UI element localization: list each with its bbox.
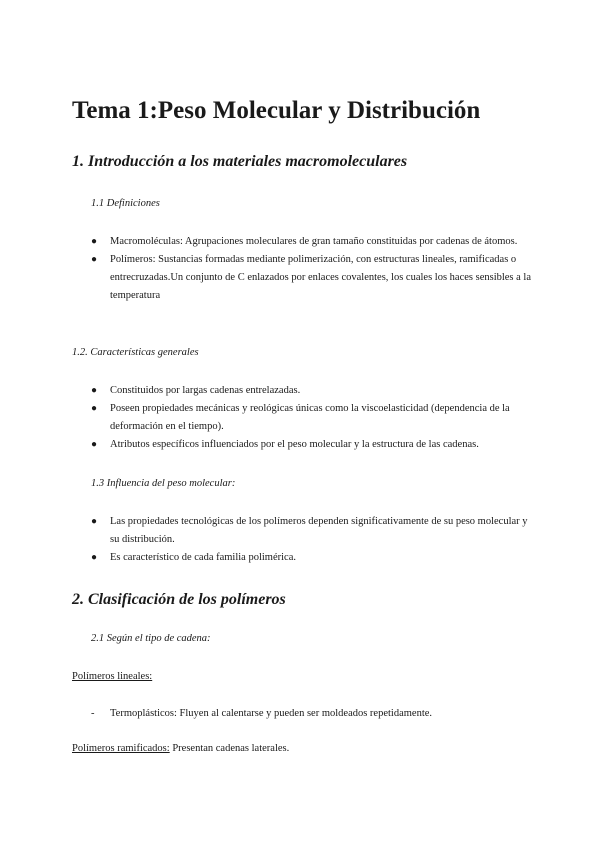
- subsection-1-3-heading: 1.3 Influencia del peso molecular:: [91, 478, 236, 489]
- dash-marker: -: [91, 708, 95, 719]
- definitions-list: [91, 233, 531, 305]
- bullet-icon: ●: [91, 439, 98, 450]
- linear-polymers-label: Polímeros lineales:: [72, 671, 153, 682]
- list-item: [91, 436, 531, 454]
- branched-polymers-line: [72, 742, 289, 756]
- bullet-icon: ●: [91, 403, 98, 414]
- branched-polymers-text: Presentan cadenas laterales.: [169, 743, 290, 754]
- list-item-text: Poseen propiedades mecánicas y reológicas únicas como la viscoelasticidad (dependencia de la deformación en el tiempo).: [110, 403, 510, 432]
- list-item: [91, 382, 531, 400]
- list-item-text: Polímeros: Sustancias formadas mediante polimerización, con estructuras lineales, ramificadas o entrecruzadas.Un conjunto de C enlazados por enlaces covalentes, los cuales los haces sensibles a la temperatura: [110, 254, 532, 301]
- bullet-icon: ●: [91, 385, 98, 396]
- molecular-weight-list: [91, 513, 531, 567]
- list-item: [91, 233, 531, 251]
- list-item: [91, 549, 531, 567]
- list-item-text: Atributos específicos influenciados por el peso molecular y la estructura de las cadenas.: [110, 439, 479, 450]
- section-1-heading: 1. Introducción a los materiales macromoleculares: [72, 153, 408, 170]
- bullet-icon: ●: [91, 516, 98, 527]
- list-item: [91, 251, 531, 305]
- bullet-icon: ●: [91, 552, 98, 563]
- thermoplastics-item: Termoplásticos: Fluyen al calentarse y pueden ser moldeados repetidamente.: [110, 708, 433, 719]
- subsection-1-1-heading: 1.1 Definiciones: [91, 198, 160, 209]
- branched-polymers-label: Polímeros ramificados:: [72, 743, 170, 754]
- characteristics-list: [91, 382, 531, 454]
- section-2-heading: 2. Clasificación de los polímeros: [72, 591, 286, 608]
- page-title: Tema 1:Peso Molecular y Distribución: [72, 97, 481, 124]
- bullet-icon: ●: [91, 254, 98, 265]
- list-item-text: Las propiedades tecnológicas de los polímeros dependen significativamente de su peso molecular y su distribución.: [110, 516, 528, 545]
- list-item-text: Constituidos por largas cadenas entrelazadas.: [110, 385, 301, 396]
- list-item: [91, 400, 531, 436]
- list-item-text: Macromoléculas: Agrupaciones moleculares de gran tamaño constituidas por cadenas de átomos.: [110, 236, 518, 247]
- subsection-2-1-heading: 2.1 Según el tipo de cadena:: [91, 633, 211, 644]
- bullet-icon: ●: [91, 236, 98, 247]
- list-item: [91, 513, 531, 549]
- subsection-1-2-heading: 1.2. Características generales: [72, 347, 199, 358]
- list-item-text: Es característico de cada familia polimérica.: [110, 552, 296, 563]
